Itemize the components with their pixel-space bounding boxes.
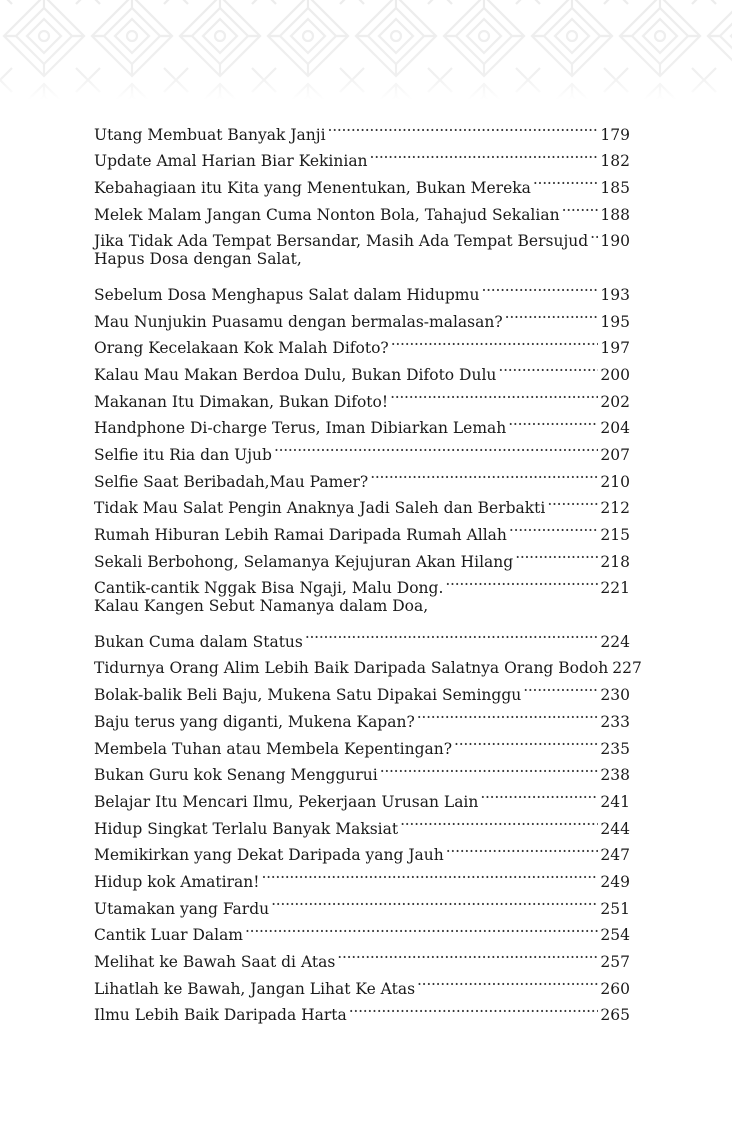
toc-entry-page: 249 bbox=[600, 872, 630, 891]
toc-entry-title: Belajar Itu Mencari Ilmu, Pekerjaan Urusan Lain bbox=[94, 792, 479, 811]
dot-leader bbox=[498, 353, 598, 380]
dot-leader bbox=[274, 433, 598, 460]
toc-entry-page: 215 bbox=[600, 526, 630, 544]
toc-entry-title: Bolak-balik Beli Baju, Mukena Satu Dipakai Seminggu bbox=[94, 686, 522, 705]
toc-entry-page: 182 bbox=[600, 152, 630, 171]
toc-entry-title: Lihatlah ke Bawah, Jangan Lihat Ke Atas bbox=[94, 979, 416, 998]
toc-entry-title: Hidup kok Amatiran! bbox=[94, 872, 260, 891]
toc-entry-title: Hapus Dosa dengan Salat, bbox=[94, 250, 302, 269]
toc-entry-page: 188 bbox=[600, 205, 630, 224]
toc-entry-page: 257 bbox=[600, 953, 630, 971]
table-of-contents bbox=[94, 113, 642, 1025]
toc-entry-page: 185 bbox=[600, 179, 630, 198]
toc-entry-title: Kebahagiaan itu Kita yang Menentukan, Bukan Mereka bbox=[94, 179, 531, 198]
dot-leader bbox=[454, 727, 598, 754]
toc-entry-title: Ilmu Lebih Baik Daripada Harta bbox=[94, 1006, 347, 1025]
toc-entry-title: Memikirkan yang Dekat Daripada yang Jauh bbox=[94, 846, 444, 865]
toc-entry-page: 230 bbox=[600, 686, 630, 705]
toc-entry-page: 179 bbox=[600, 125, 630, 144]
toc-entry-page: 193 bbox=[600, 285, 630, 304]
toc-entry-title: Kalau Kangen Sebut Namanya dalam Doa, bbox=[94, 597, 429, 616]
toc-entry-page: 210 bbox=[600, 472, 630, 491]
toc-entry-page: 197 bbox=[600, 339, 630, 358]
toc-entry-title: Handphone Di-charge Terus, Iman Dibiarkan Lemah bbox=[94, 419, 507, 438]
toc-entry-title: Baju terus yang diganti, Mukena Kapan? bbox=[94, 712, 415, 731]
toc-entry-page: 238 bbox=[600, 766, 630, 785]
dot-leader bbox=[417, 967, 598, 994]
dot-leader bbox=[261, 860, 598, 887]
dot-leader bbox=[515, 540, 598, 567]
toc-entry-title: Jika Tidak Ada Tempat Bersandar, Masih Ada Tempat Bersujud bbox=[94, 232, 589, 251]
dot-leader bbox=[562, 193, 599, 220]
toc-entry-page: 190 bbox=[600, 232, 630, 251]
dot-leader bbox=[446, 834, 599, 861]
toc-entry-title: Melek Malam Jangan Cuma Nonton Bola, Tahajud Sekalian bbox=[94, 205, 560, 224]
toc-entry-page: 224 bbox=[600, 632, 630, 651]
dot-leader bbox=[328, 113, 599, 140]
toc-entry-title: Bukan Cuma dalam Status bbox=[94, 632, 303, 651]
toc-entry bbox=[94, 113, 630, 144]
toc-entry-title: Sekali Berbohong, Selamanya Kejujuran Akan Hilang bbox=[94, 552, 514, 571]
toc-entry-title: Sebelum Dosa Menghapus Salat dalam Hidupmu bbox=[94, 285, 480, 304]
dot-leader bbox=[445, 567, 598, 594]
dot-leader bbox=[505, 300, 599, 327]
dot-leader bbox=[390, 380, 598, 407]
toc-entry-page: 227 bbox=[612, 659, 642, 678]
toc-entry-title: Cantik Luar Dalam bbox=[94, 926, 244, 945]
toc-entry-title: Utang Membuat Banyak Janji bbox=[94, 125, 326, 144]
toc-entry-title: Bukan Guru kok Senang Menggurui bbox=[94, 766, 378, 785]
toc-entry-page: 207 bbox=[600, 445, 630, 464]
toc-entry-title: Orang Kecelakaan Kok Malah Difoto? bbox=[94, 339, 389, 358]
toc-entry-first-line bbox=[94, 593, 630, 620]
toc-entry-title: Tidurnya Orang Alim Lebih Baik Daripada Salatnya Orang Bodoh bbox=[94, 659, 609, 678]
toc-entry-page: 244 bbox=[600, 819, 630, 838]
dot-leader bbox=[481, 273, 598, 300]
toc-entry bbox=[94, 273, 630, 304]
toc-entry-title: Rumah Hiburan Lebih Ramai Daripada Rumah Allah bbox=[94, 526, 507, 544]
dot-leader bbox=[337, 940, 598, 967]
dot-leader bbox=[271, 887, 598, 914]
dot-leader bbox=[523, 673, 598, 700]
toc-entry-page: 241 bbox=[600, 792, 630, 811]
toc-entry-title: Makanan Itu Dimakan, Bukan Difoto! bbox=[94, 392, 389, 411]
dot-leader bbox=[400, 807, 598, 834]
toc-entry-title: Tidak Mau Salat Pengin Anaknya Jadi Saleh dan Berbakti bbox=[94, 499, 546, 518]
toc-entry-page: 235 bbox=[600, 739, 630, 758]
dot-leader bbox=[305, 620, 599, 647]
dot-leader bbox=[547, 487, 598, 514]
toc-entry-title: Cantik-cantik Nggak Bisa Ngaji, Malu Dong. bbox=[94, 579, 444, 598]
dot-leader bbox=[380, 754, 599, 781]
dot-leader bbox=[391, 327, 599, 354]
toc-entry-page: 251 bbox=[600, 899, 630, 918]
dot-leader bbox=[245, 914, 598, 941]
toc-entry-title: Update Amal Harian Biar Kekinian bbox=[94, 152, 368, 171]
toc-entry-page: 218 bbox=[600, 552, 630, 571]
toc-entry-page: 221 bbox=[600, 579, 630, 598]
toc-entry-title: Selfie itu Ria dan Ujub bbox=[94, 445, 272, 464]
dot-leader bbox=[370, 460, 598, 487]
toc-entry-page: 233 bbox=[600, 712, 630, 731]
toc-entry-title: Kalau Mau Makan Berdoa Dulu, Bukan Difoto Dulu bbox=[94, 365, 497, 384]
toc-entry-title: Membela Tuhan atau Membela Kepentingan? bbox=[94, 739, 453, 758]
toc-entry-page: 202 bbox=[600, 392, 630, 411]
dot-leader bbox=[508, 407, 598, 434]
toc-entry bbox=[94, 620, 630, 651]
dot-leader bbox=[590, 220, 598, 247]
toc-entry-page: 260 bbox=[600, 979, 630, 998]
dot-leader bbox=[480, 780, 598, 807]
dot-leader bbox=[349, 994, 599, 1021]
toc-entry-page: 204 bbox=[600, 419, 630, 438]
toc-entry-title: Selfie Saat Beribadah,Mau Pamer? bbox=[94, 472, 369, 491]
toc-entry-title: Mau Nunjukin Puasamu dengan bermalas-malasan? bbox=[94, 312, 503, 331]
toc-entry-title: Utamakan yang Fardu bbox=[94, 899, 270, 918]
toc-entry-page: 254 bbox=[600, 926, 630, 945]
dot-leader bbox=[417, 700, 599, 727]
toc-entry-page: 265 bbox=[600, 1006, 630, 1025]
toc-entry-page: 195 bbox=[600, 312, 630, 331]
header-ornament-pattern bbox=[0, 0, 732, 100]
toc-entry-page: 212 bbox=[600, 499, 630, 518]
dot-leader bbox=[533, 166, 599, 193]
toc-entry-page: 247 bbox=[600, 846, 630, 865]
toc-entry-page: 200 bbox=[600, 365, 630, 384]
toc-entry-title: Melihat ke Bawah Saat di Atas bbox=[94, 953, 336, 971]
toc-entry-title: Hidup Singkat Terlalu Banyak Maksiat bbox=[94, 819, 399, 838]
dot-leader bbox=[370, 140, 599, 167]
dot-leader bbox=[509, 513, 598, 540]
